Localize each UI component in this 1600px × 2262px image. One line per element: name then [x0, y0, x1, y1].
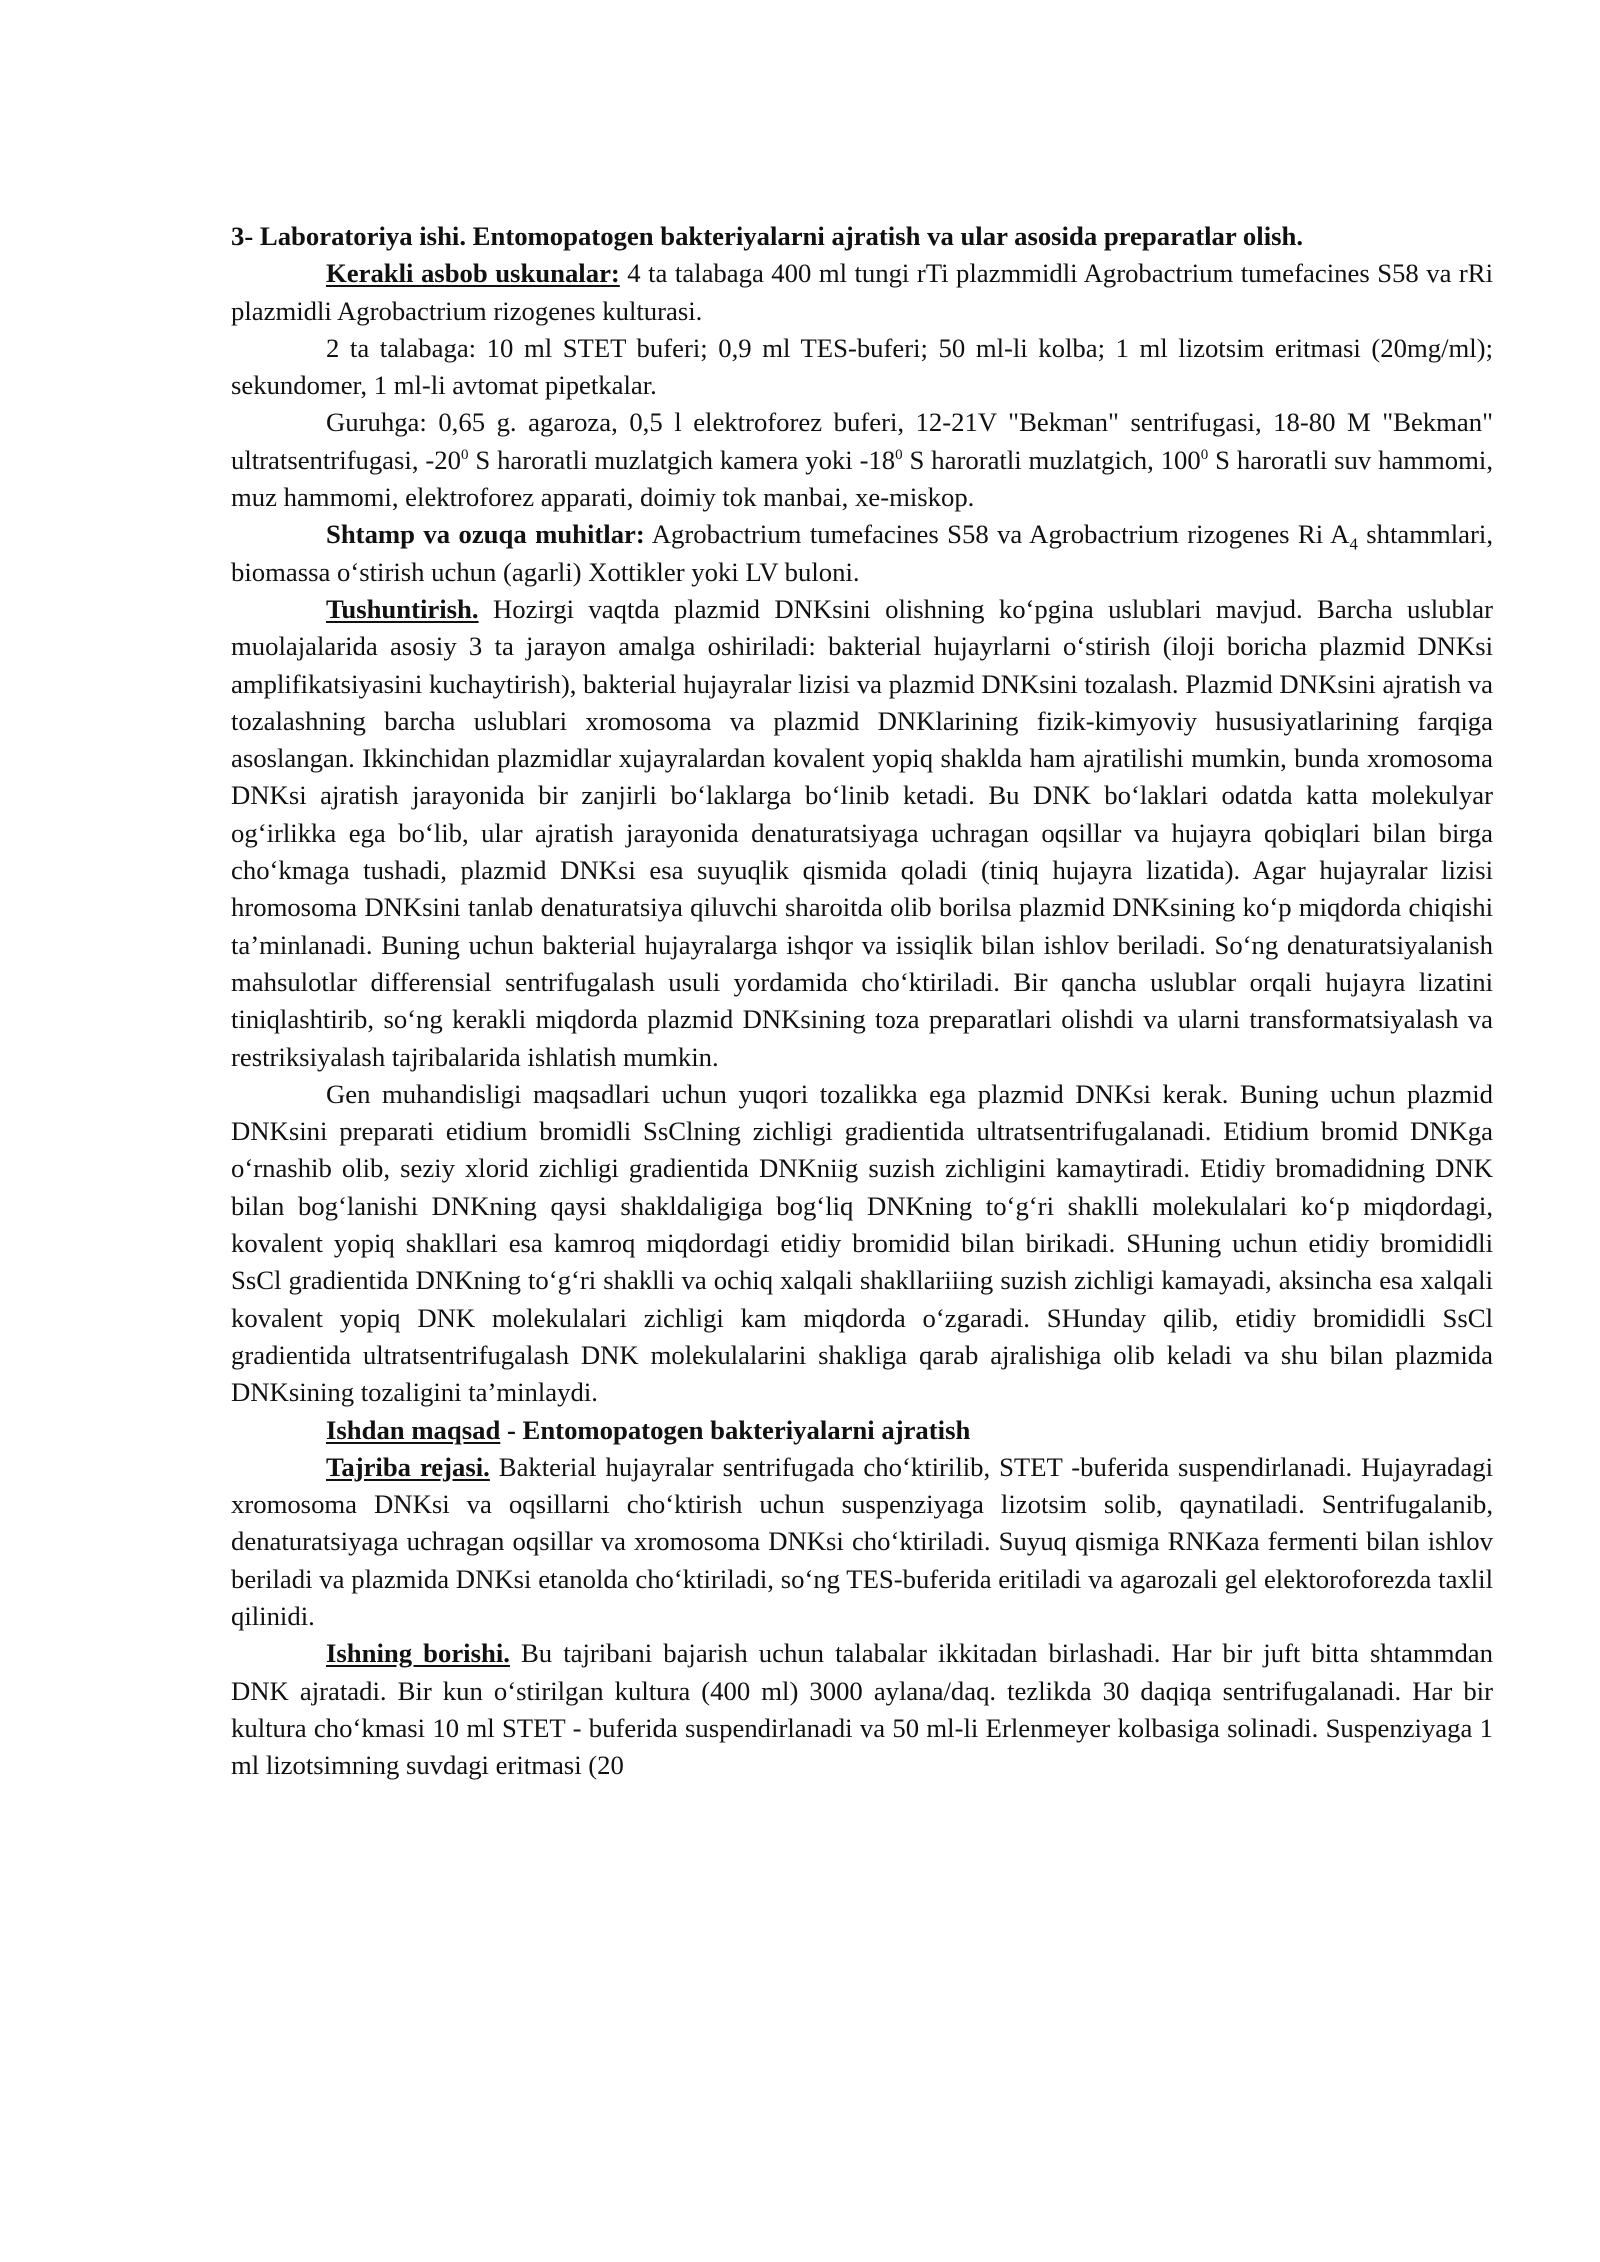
- degree-superscript: 0: [1200, 446, 1209, 463]
- goal-paragraph: [231, 1412, 1493, 1449]
- explanation-text: Hozirgi vaqtda plazmid DNKsini olishning ko‘pgina uslublari mavjud. Barcha uslublar muolajalarida asosiy 3 ta jarayon amalga oshiriladi: bakterial hujayrlarni o‘stirish (iloji boricha plazmid DNKsi amplifikatsiyasini kuchaytirish), bakterial hujayralar lizisi va plazmid DNKsini tozalash. Plazmid DNKsini ajratish va tozalashning barcha uslublari xromosoma va plazmid DNKlarining fizik-kimyoviy hususiyatlarining farqiga asoslangan. Ikkinchidan plazmidlar xujayralardan kovalent yopiq shaklda ham ajratilishi mumkin, bunda xromosoma DNKsi ajratish jarayonida bir zanjirli bo‘laklarga bo‘linib ketadi. Bu DNK bo‘laklari odatda katta molekulyar og‘irlikka ega bo‘lib, ular ajratish jarayonida denaturatsiyaga uchragan oqsillar va hujayra qobiqlari bilan birga cho‘kmaga tushadi, plazmid DNKsi esa suyuqlik qismida qoladi (tiniq hujayra lizatida). Agar hujayralar lizisi hromosoma DNKsini tanlab denaturatsiya qiluvchi sharoitda olib borilsa plazmid DNKsining ko‘p miqdorda chiqishi ta’minlanadi. Buning uchun bakterial hujayralarga ishqor va issiqlik bilan ishlov beriladi. So‘ng denaturatsiyalanish mahsulotlar differensial sentrifugalash usuli yordamida cho‘ktiriladi. Bir qancha uslublar orqali hujayra lizatini tiniqlashtirib, so‘ng kerakli miqdorda plazmid DNKsining toza preparatlari olishdi va ularni transformatsiyalash va restriksiyalash tajribalarida ishlatish mumkin.: [231, 593, 1493, 1072]
- strains-text-1: Agrobactrium tumefacines S58 va Agrobactrium rizogenes Ri A: [644, 519, 1350, 550]
- procedure-label: Ishning borishi.: [326, 1638, 510, 1669]
- strain-subscript: 4: [1349, 534, 1358, 554]
- group-text-1: Guruhga: 0,65 g. agaroza, 0,5 l elektroforez buferi, 12-21V "Bekman" sentrifugasi, 18-80 M "Bekman" ultratsentrifugasi, -20: [231, 407, 1493, 475]
- explanation-paragraph: [231, 591, 1493, 1076]
- group-text-4: S haroratli suv hammomi, muz hammomi, elektroforez apparati, doimiy tok manbai, xe-miskop.: [231, 444, 1493, 513]
- strains-text-2: shtammlari, biomassa o‘stirish uchun (agarli) Xottikler yoki LV buloni.: [231, 519, 1493, 587]
- gen-paragraph: Gen muhandisligi maqsadlari uchun yuqori tozalikka ega plazmid DNKsi kerak. Buning uchun plazmid DNKsini preparati etidium bromidli SsClning zichligi gradientida ultratsentrifugalanadi. Etidium bromid DNKga o‘rnashib olib, seziy xlorid zichligi gradientida DNKniig suzish zichligini kamaytiradi. Etidiy bromadidning DNK bilan bog‘lanishi DNKning qaysi shakldaligiga bog‘liq DNKning to‘g‘ri shaklli molekulalari ko‘p miqdordagi, kovalent yopiq shakllari esa kamroq miqdordagi etidiy bromidid bilan birikadi. SHuning uchun etidiy bromididli SsCl gradientida DNKning to‘g‘ri shaklli va ochiq xalqali shakllariiing suzish zichligi kamayadi, aksincha esa xalqali kovalent yopiq DNK molekulalari zichligi kam miqdorda o‘zgaradi. SHunday qilib, etidiy bromididli SsCl gradientida ultratsentrifugalash DNK molekulalarini shakliga qarab ajralishiga olib keladi va shu bilan plazmida DNKsining tozaligini ta’minlaydi.: [231, 1078, 1493, 1408]
- group-paragraph: [231, 404, 1493, 516]
- degree-superscript: 0: [895, 446, 903, 463]
- plan-label: Tajriba rejasi.: [326, 1451, 490, 1482]
- explanation-label: Tushuntirish.: [326, 593, 479, 624]
- equipment-label: Kerakli asbob uskunalar:: [326, 258, 620, 289]
- procedure-text: Bu tajribani bajarish uchun talabalar ikkitadan birlashadi. Har bir juft bitta shtammdan DNK ajratadi. Bir kun o‘stirilgan kultura (400 ml) 3000 aylana/daq. tezlikda 30 daqiqa sentrifugalanadi. Har bir kultura cho‘kmasi 10 ml STET - buferida suspendirlanadi va 50 ml-li Erlenmeyer kolbasiga solinadi. Suspenziyaga 1 ml lizotsimning suvdagi eritmasi (20: [231, 1638, 1493, 1781]
- document-page: [231, 218, 1493, 1784]
- group-text-2: S haroratli muzlatgich kamera yoki -18: [468, 444, 896, 475]
- procedure-paragraph: [231, 1635, 1493, 1784]
- equipment-paragraph: [231, 255, 1493, 330]
- goal-text: - Entomopatogen bakteriyalarni ajratish: [500, 1414, 971, 1445]
- degree-superscript: 0: [460, 446, 469, 463]
- plan-text: Bakterial hujayralar sentrifugada cho‘ktirilib, STET -buferida suspendirlanadi. Hujayradagi xromosoma DNKsi va oqsillarni cho‘ktirish uchun suspenziyaga lizotsim solib, qaynatiladi. Sentrifugalanib, denaturatsiyaga uchragan oqsillar va xromosoma DNKsi cho‘ktiriladi. Suyuq qismiga RNKaza fermenti bilan ishlov beriladi va plazmida DNKsi etanolda cho‘ktiriladi, so‘ng TES-buferida eritiladi va agarozali gel elektoroforezda taxlil qilinidi.: [231, 1451, 1493, 1631]
- strains-paragraph: [231, 516, 1493, 591]
- lab-title: 3- Laboratoriya ishi. Entomopatogen bakteriyalarni ajratish va ular asosida preparatlar olish.: [231, 221, 1304, 251]
- equipment-text: 4 ta talabaga 400 ml tungi rTi plazmmidli Agrobactrium tumefacines S58 va rRi plazmidli Agrobactrium rizogenes kulturasi.: [231, 258, 1494, 326]
- plan-paragraph: [231, 1449, 1493, 1635]
- group-text-3: S haroratli muzlatgich, 100: [902, 444, 1201, 475]
- goal-label: Ishdan maqsad: [326, 1414, 501, 1445]
- strains-label: Shtamp va ozuqa muhitlar:: [326, 519, 645, 550]
- two-students-paragraph: 2 ta talabaga: 10 ml STET buferi; 0,9 ml TES-buferi; 50 ml-li kolba; 1 ml lizotsim eritmasi (20mg/ml); sekundomer, 1 ml-li avtomat pipetkalar.: [231, 332, 1493, 401]
